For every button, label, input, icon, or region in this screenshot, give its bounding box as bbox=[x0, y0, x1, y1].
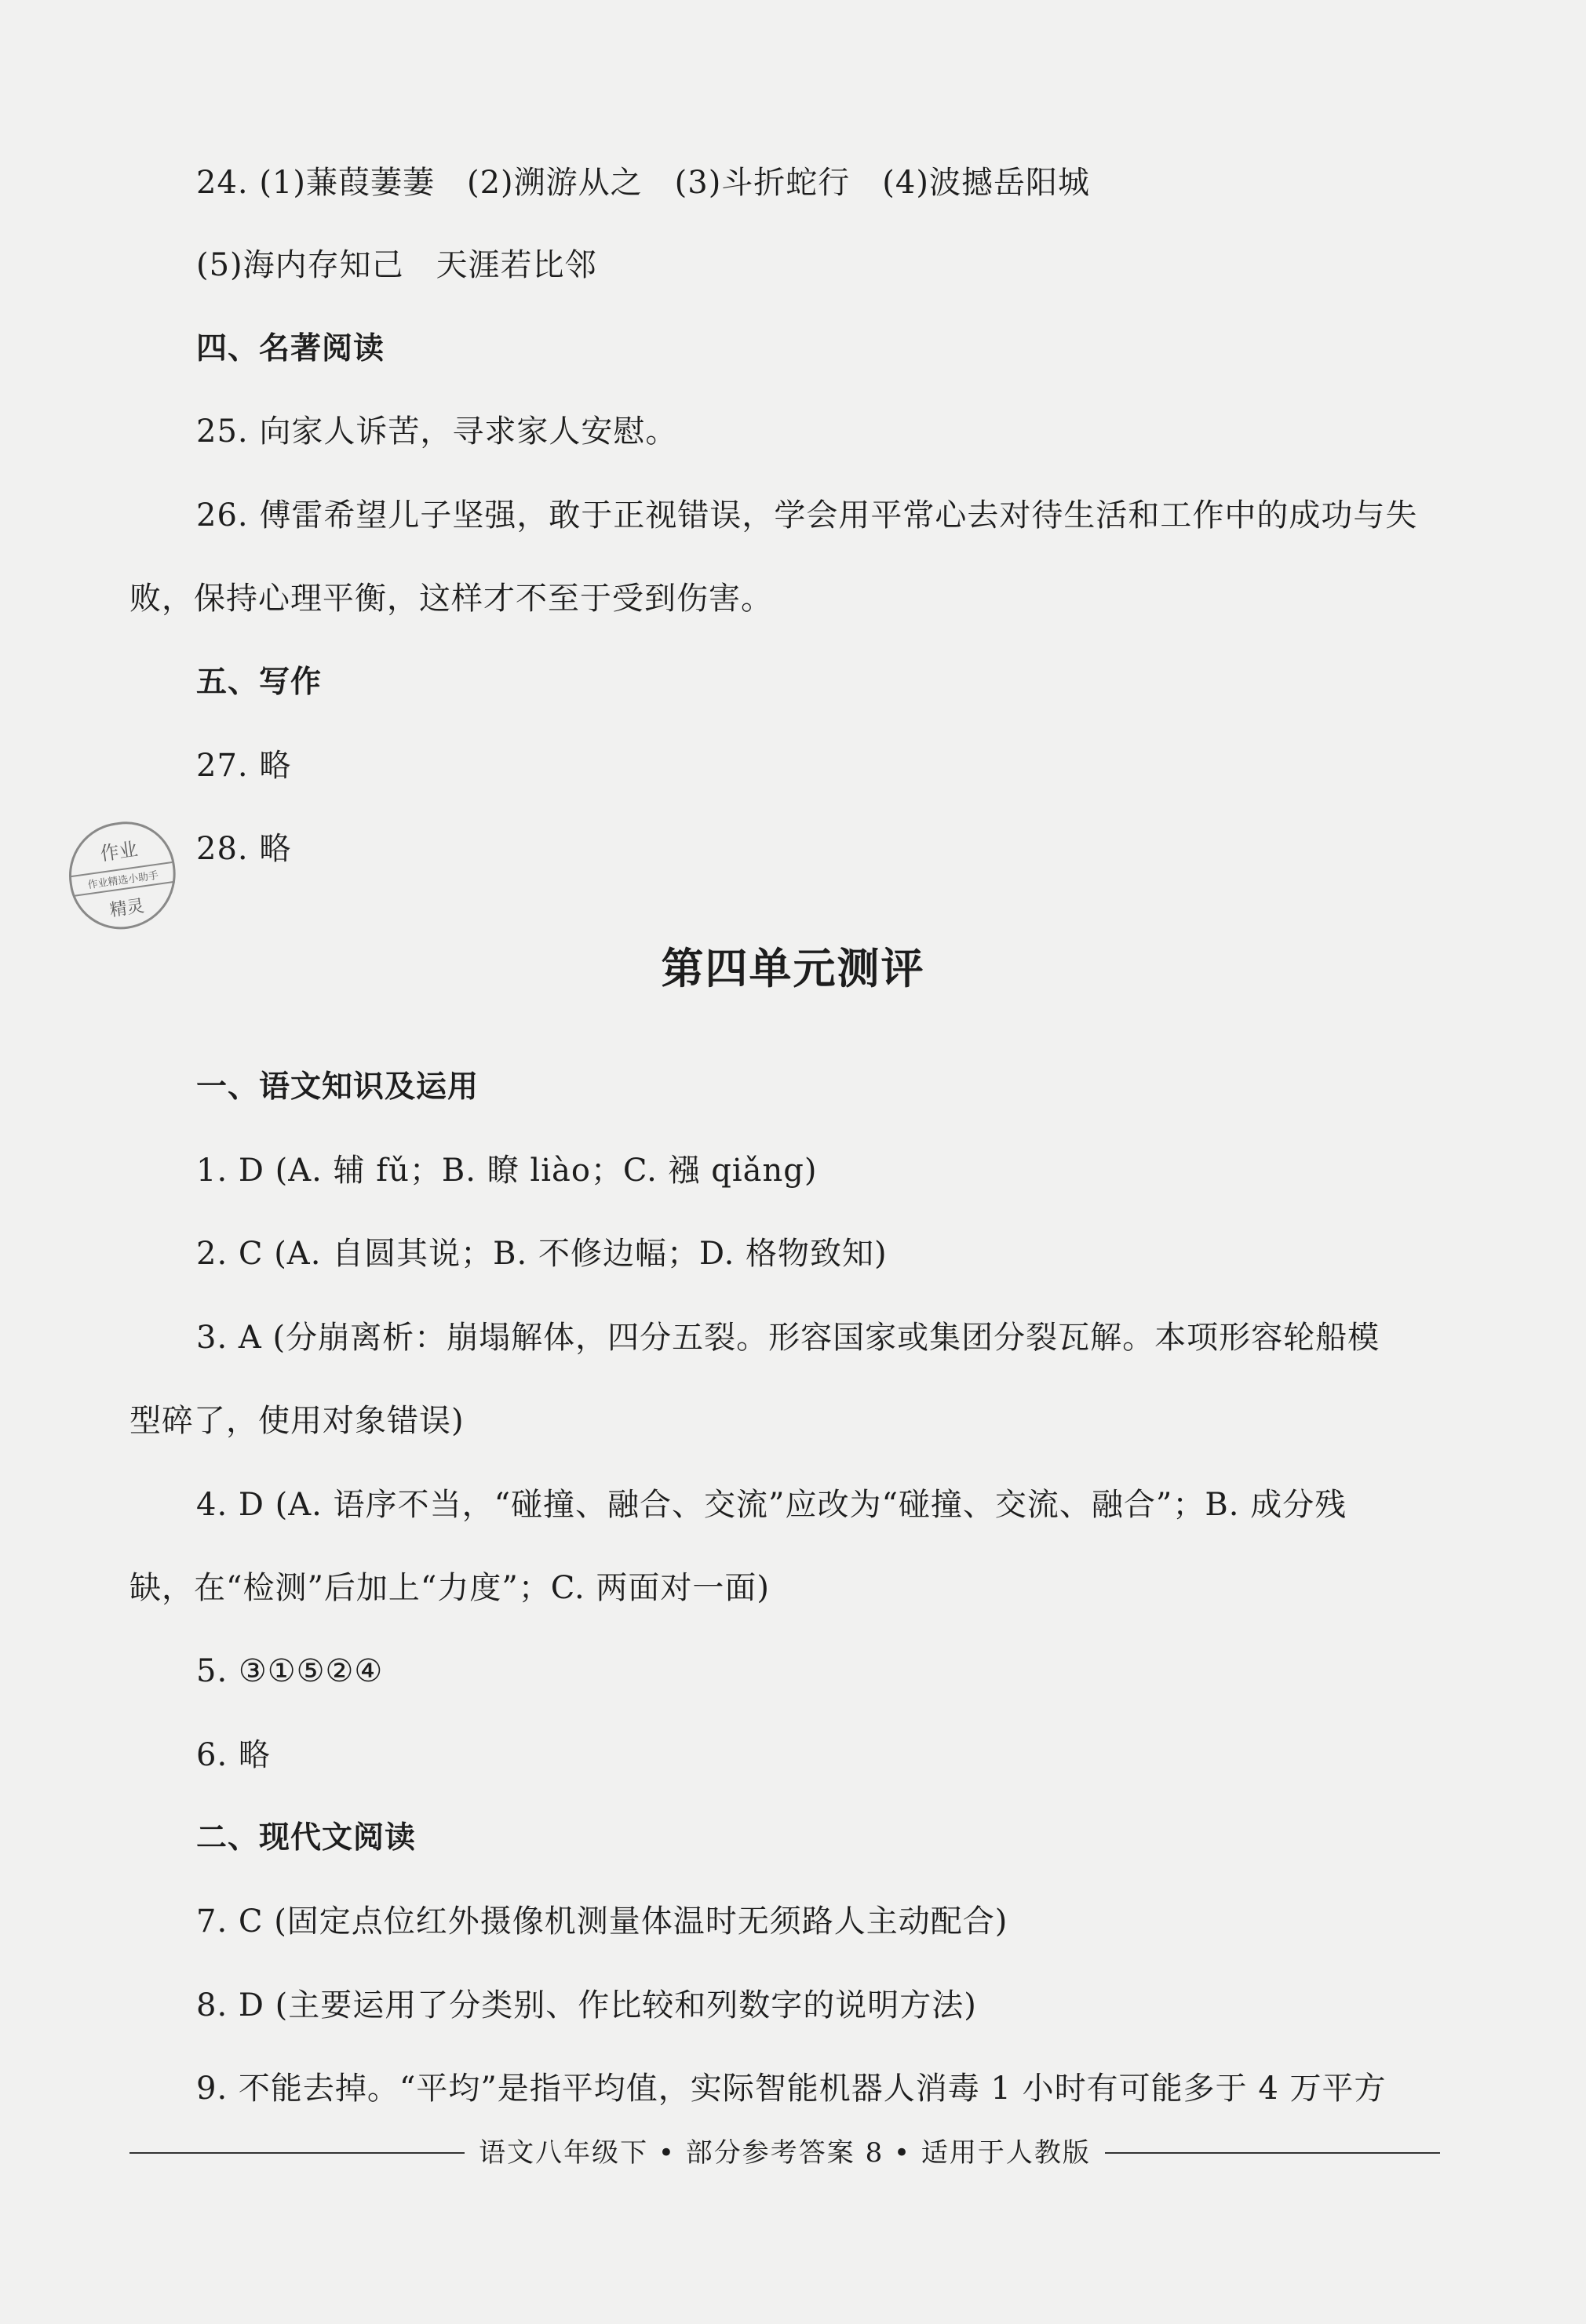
answer-line-28: 28. 略 bbox=[196, 831, 292, 867]
answer-line-1: 1. D (A. 辅 fǔ；B. 瞭 liào；C. 襁 qiǎng) bbox=[196, 1153, 818, 1189]
section-heading-modern-reading: 二、现代文阅读 bbox=[196, 1820, 417, 1856]
section-heading-writing: 五、写作 bbox=[196, 665, 323, 700]
answer-line-4: 4. D (A. 语序不当，“碰撞、融合、交流”应改为“碰撞、交流、融合”；B. 成分残 bbox=[196, 1487, 1347, 1523]
answer-line-3-cont: 型碎了，使用对象错误) bbox=[129, 1403, 465, 1439]
answer-line-2: 2. C (A. 自圆其说；B. 不修边幅；D. 格物致知) bbox=[196, 1236, 888, 1272]
answer-line-8: 8. D (主要运用了分类别、作比较和列数字的说明方法) bbox=[196, 1987, 977, 2023]
page-footer bbox=[129, 2136, 1440, 2170]
answer-line-4-cont: 缺，在“检测”后加上“力度”；C. 两面对一面) bbox=[129, 1570, 771, 1606]
section-heading-classics: 四、名著阅读 bbox=[196, 331, 385, 366]
answer-line-25: 25. 向家人诉苦，寻求家人安慰。 bbox=[196, 413, 678, 450]
answer-line-7: 7. C (固定点位红外摄像机测量体温时无须路人主动配合) bbox=[196, 1903, 1008, 1940]
answer-line-24: 24. (1)蒹葭萋萋 (2)溯游从之 (3)斗折蛇行 (4)波撼岳阳城 bbox=[196, 165, 1090, 201]
answer-line-26-cont: 败，保持心理平衡，这样才不至于受到伤害。 bbox=[129, 581, 773, 617]
answer-line-5: 5. ③①⑤②④ bbox=[196, 1653, 384, 1689]
answer-line-26: 26. 傅雷希望儿子坚强，敢于正视错误，学会用平常心去对待生活和工作中的成功与失 bbox=[196, 497, 1418, 534]
answer-line-6: 6. 略 bbox=[196, 1737, 271, 1773]
section-title: 第四单元测评 bbox=[661, 944, 925, 993]
answer-line-3: 3. A (分崩离析：崩塌解体，四分五裂。形容国家或集团分裂瓦解。本项形容轮船模 bbox=[196, 1320, 1380, 1356]
answer-line-24-cont: (5)海内存知己 天涯若比邻 bbox=[196, 247, 597, 283]
footer-rule-right bbox=[1105, 2152, 1440, 2154]
footer-rule-left bbox=[129, 2152, 465, 2154]
answer-line-9: 9. 不能去掉。“平均”是指平均值，实际智能机器人消毒 1 小时有可能多于 4 万平方 bbox=[196, 2071, 1387, 2107]
answer-line-27: 27. 略 bbox=[196, 748, 292, 784]
footer-text: 语文八年级下 • 部分参考答案 8 • 适用于人教版 bbox=[479, 2137, 1091, 2169]
watermark-stamp: 作业 作业精选小助手 精灵 bbox=[62, 815, 183, 936]
section-heading-language: 一、语文知识及运用 bbox=[196, 1069, 479, 1105]
